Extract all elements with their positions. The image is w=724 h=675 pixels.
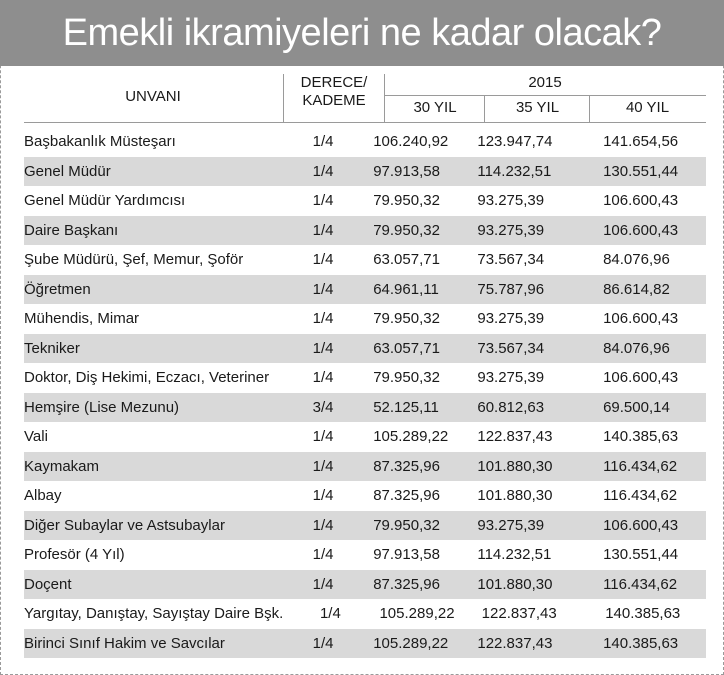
cell-derece: 1/4 [312, 546, 334, 564]
cell-30-yil: 79.950,32 [373, 310, 440, 328]
table-row [24, 245, 706, 275]
cell-40-yil: 141.654,56 [603, 133, 679, 151]
table-row [24, 275, 706, 305]
cell-40-yil: 84.076,96 [603, 339, 670, 357]
table-row [24, 393, 706, 423]
cell-40-yil: 116.434,62 [603, 457, 678, 475]
table-row [24, 363, 706, 393]
cell-35-yil: 122.837,43 [477, 428, 553, 446]
cell-35-yil: 93.275,39 [477, 310, 545, 328]
cell-unvani: Yargıtay, Danıştay, Sayıştay Daire Bşk. [24, 605, 284, 623]
cell-derece: 1/4 [312, 221, 334, 239]
header-divider [283, 74, 284, 122]
table-row [24, 481, 706, 511]
cell-unvani: Öğretmen [24, 280, 91, 298]
header-derece: DERECE/ [300, 74, 368, 91]
cell-40-yil: 130.551,44 [603, 546, 679, 564]
cell-30-yil: 87.325,96 [373, 457, 440, 475]
cell-unvani: Mühendis, Mimar [24, 310, 140, 328]
cell-35-yil: 73.567,34 [477, 339, 545, 357]
cell-unvani: Doktor, Diş Hekimi, Eczacı, Veteriner [24, 369, 270, 387]
cell-30-yil: 97.913,58 [373, 546, 440, 564]
cell-unvani: Diğer Subaylar ve Astsubaylar [24, 516, 225, 534]
table-row [24, 186, 706, 216]
cell-derece: 1/4 [312, 162, 334, 180]
cell-35-yil: 73.567,34 [477, 251, 545, 269]
header-year: 2015 [528, 74, 562, 91]
table-row [24, 422, 706, 452]
table-row [24, 540, 706, 570]
cell-derece: 1/4 [312, 339, 334, 357]
table-row [24, 157, 706, 187]
cell-40-yil: 130.551,44 [603, 162, 679, 180]
cell-derece: 1/4 [312, 369, 334, 387]
header-year-columns [385, 96, 705, 120]
cell-unvani: Birinci Sınıf Hakim ve Savcılar [24, 634, 225, 652]
cell-40-yil: 116.434,62 [603, 487, 678, 505]
table-body [0, 127, 724, 658]
cell-35-yil: 60.812,63 [477, 398, 545, 416]
cell-40-yil: 140.385,63 [603, 634, 679, 652]
cell-35-yil: 93.275,39 [477, 192, 545, 210]
cell-40-yil: 140.385,63 [603, 428, 679, 446]
table-header [0, 66, 724, 122]
header-kademe: KADEME [302, 92, 366, 109]
cell-35-yil: 93.275,39 [477, 221, 545, 239]
cell-40-yil: 84.076,96 [603, 251, 670, 269]
cell-30-yil: 64.961,11 [373, 280, 439, 298]
cell-40-yil: 69.500,14 [603, 398, 670, 416]
cell-40-yil: 86.614,82 [603, 280, 670, 298]
cell-35-yil: 122.837,43 [477, 634, 553, 652]
header-unvani: UNVANI [125, 88, 181, 105]
cell-30-yil: 105.289,22 [373, 428, 449, 446]
cell-30-yil: 106.240,92 [373, 133, 449, 151]
cell-derece: 1/4 [312, 575, 334, 593]
cell-unvani: Doçent [24, 575, 72, 593]
cell-derece: 1/4 [312, 457, 334, 475]
cell-35-yil: 75.787,96 [477, 280, 545, 298]
cell-40-yil: 106.600,43 [603, 192, 679, 210]
cell-40-yil: 106.600,43 [603, 369, 679, 387]
cell-derece: 3/4 [312, 398, 334, 416]
cell-30-yil: 79.950,32 [373, 516, 440, 534]
table-row [24, 452, 706, 482]
header-divider [384, 95, 706, 96]
cell-derece: 1/4 [312, 133, 334, 151]
cell-30-yil: 105.289,22 [373, 634, 449, 652]
cell-40-yil: 106.600,43 [603, 221, 679, 239]
cell-35-yil: 101.880,30 [477, 575, 553, 593]
cell-unvani: Genel Müdür Yardımcısı [24, 192, 186, 210]
cell-30-yil: 63.057,71 [373, 339, 440, 357]
cell-unvani: Vali [24, 428, 48, 446]
cell-30-yil: 87.325,96 [373, 487, 440, 505]
cell-35-yil: 101.880,30 [477, 457, 553, 475]
table-row [24, 304, 706, 334]
header-30-yil: 30 YIL [413, 99, 457, 116]
table-row [24, 511, 706, 541]
table-row [24, 570, 706, 600]
table-row [24, 216, 706, 246]
cell-unvani: Genel Müdür [24, 162, 111, 180]
cell-30-yil: 63.057,71 [373, 251, 440, 269]
cell-derece: 1/4 [319, 605, 341, 623]
header-divider [484, 95, 485, 122]
header-divider [24, 122, 706, 123]
title-bar [0, 0, 724, 66]
cell-unvani: Kaymakam [24, 457, 100, 475]
page-title: Emekli ikramiyeleri ne kadar olacak? [62, 11, 662, 54]
cell-derece: 1/4 [312, 516, 334, 534]
cell-30-yil: 105.289,22 [379, 605, 455, 623]
header-40-yil: 40 YIL [625, 99, 670, 116]
table-row [24, 334, 706, 364]
cell-derece: 1/4 [312, 487, 334, 505]
table-row [24, 599, 706, 629]
cell-unvani: Profesör (4 Yıl) [24, 546, 125, 564]
header-divider [384, 74, 385, 122]
cell-35-yil: 93.275,39 [477, 369, 545, 387]
table-row [24, 127, 706, 157]
cell-30-yil: 52.125,11 [373, 398, 439, 416]
cell-35-yil: 123.947,74 [477, 133, 553, 151]
cell-30-yil: 79.950,32 [373, 369, 440, 387]
cell-unvani: Başbakanlık Müsteşarı [24, 133, 176, 151]
cell-unvani: Albay [24, 487, 62, 505]
cell-unvani: Daire Başkanı [24, 221, 119, 239]
cell-derece: 1/4 [312, 280, 334, 298]
cell-35-yil: 114.232,51 [477, 546, 552, 564]
cell-30-yil: 79.950,32 [373, 221, 440, 239]
cell-35-yil: 114.232,51 [477, 162, 552, 180]
cell-unvani: Hemşire (Lise Mezunu) [24, 398, 180, 416]
cell-30-yil: 97.913,58 [373, 162, 440, 180]
header-35-yil: 35 YIL [515, 99, 560, 116]
cell-40-yil: 116.434,62 [603, 575, 678, 593]
cell-35-yil: 101.880,30 [477, 487, 553, 505]
header-derece-kademe [285, 74, 383, 110]
cell-40-yil: 140.385,63 [605, 605, 681, 623]
cell-30-yil: 79.950,32 [373, 192, 440, 210]
cell-35-yil: 93.275,39 [477, 516, 545, 534]
cell-40-yil: 106.600,43 [603, 310, 679, 328]
cell-40-yil: 106.600,43 [603, 516, 679, 534]
cell-unvani: Tekniker [24, 339, 80, 357]
cell-derece: 1/4 [312, 192, 334, 210]
cell-derece: 1/4 [312, 251, 334, 269]
cell-35-yil: 122.837,43 [481, 605, 557, 623]
cell-derece: 1/4 [312, 634, 334, 652]
cell-unvani: Şube Müdürü, Şef, Memur, Şoför [24, 251, 244, 269]
table-row [24, 629, 706, 659]
cell-30-yil: 87.325,96 [373, 575, 440, 593]
cell-derece: 1/4 [312, 428, 334, 446]
cell-derece: 1/4 [312, 310, 334, 328]
header-divider [589, 95, 590, 122]
